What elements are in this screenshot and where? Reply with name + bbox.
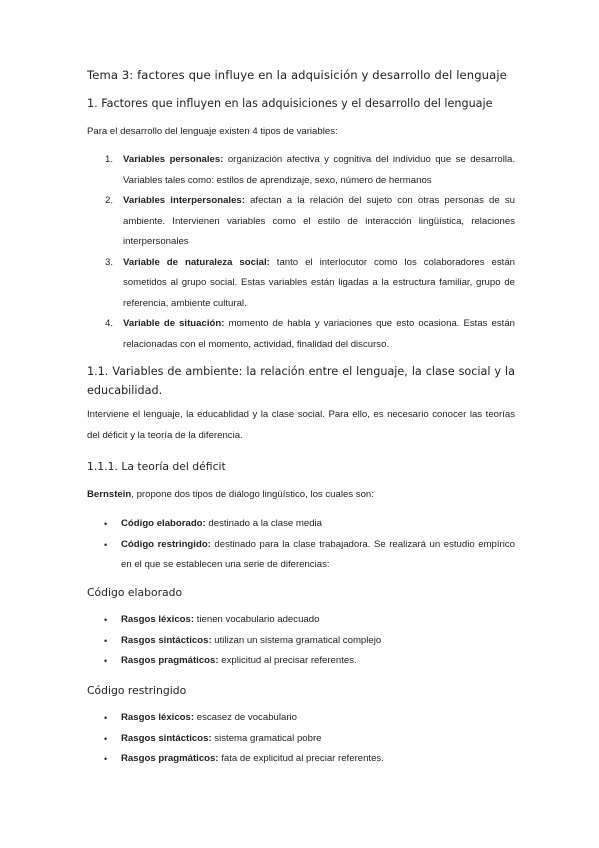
bullet-icon: •	[104, 754, 108, 764]
list-text: momento de habla y variaciones que esto ocasiona. Estas están relacionadas con el momento, actividad, finalidad del discurso.	[123, 318, 515, 350]
bernstein-intro	[87, 485, 515, 506]
list-term: Código elaborado:	[121, 518, 206, 529]
section-1-heading: 1. Factores que influyen en las adquisiciones y el desarrollo del lenguaje	[87, 97, 493, 110]
codigo-elaborado-heading: Código elaborado	[87, 586, 183, 599]
section-1-1-heading: 1.1. Variables de ambiente: la relación entre el lenguaje, la clase social y la educabilidad.	[87, 365, 515, 397]
list-number: 3.	[105, 256, 114, 268]
bullet-icon: •	[104, 539, 108, 550]
code-types-list	[87, 514, 515, 576]
list-number: 1.	[105, 154, 114, 165]
list-text: organización afectiva y cognitiva del individuo que se desarrolla. Variables tales como: estilos de aprendizaje, sexo, número de hermanos	[123, 154, 516, 186]
list-term: Variable de situación:	[123, 318, 225, 329]
list-item	[87, 708, 515, 729]
document-title: Tema 3: factores que influye en la adquisición y desarrollo del lenguaje	[87, 68, 507, 82]
list-text: tanto el interlocutor como los colaboradores están sometidos al grupo social. Estas variables están ligadas a la estructura familiar, grupo de referencia, ambiente cultural.	[123, 256, 515, 309]
list-text: sistema gramatical pobre	[211, 732, 322, 744]
list-number: 4.	[105, 318, 114, 329]
list-text: tienen vocabulario adecuado	[194, 614, 320, 625]
bullet-icon: •	[104, 713, 108, 723]
section-1-1-1-heading: 1.1.1. La teoría del déficit	[87, 460, 226, 473]
section-1-intro: Para el desarrollo del lenguaje existen 4 tipos de variables:	[87, 126, 338, 137]
codigo-restringido-heading: Código restringido	[87, 684, 187, 697]
list-item	[87, 729, 515, 750]
bullet-icon: •	[104, 635, 108, 646]
list-term: Rasgos sintácticos:	[121, 732, 212, 744]
list-item	[87, 610, 515, 631]
list-item	[87, 749, 515, 770]
list-term: Rasgos sintácticos:	[121, 634, 212, 646]
list-item	[87, 253, 515, 315]
list-text: afectan a la relación del sujeto con otras personas de su ambiente. Intervienen variables como el estilo de interacción lingüística, relaciones interpersonales	[123, 195, 515, 247]
list-item	[87, 631, 515, 652]
list-item	[87, 535, 515, 576]
list-text: escasez de vocabulario	[194, 712, 297, 723]
list-term: Rasgos pragmáticos:	[121, 753, 219, 764]
list-term: Variable de naturaleza social:	[123, 256, 270, 268]
bullet-icon: •	[104, 519, 108, 529]
list-term: Rasgos léxicos:	[121, 712, 195, 723]
list-number: 2.	[105, 195, 114, 206]
list-item	[87, 651, 515, 672]
section-1-1-paragraph: Interviene el lenguaje, la educablidad y la clase social. Para ello, es necesario conocer las teorías del déficit y la teoría de la diferencia.	[87, 409, 515, 441]
list-text: fata de explicitud al preciar referentes.	[218, 753, 384, 764]
bullet-icon: •	[104, 615, 108, 625]
author-name: Bernstein	[87, 489, 132, 500]
intro-text: , propone dos tipos de diálogo lingüístico, los cuales son:	[131, 489, 374, 500]
list-text: destinado para la clase trabajadora. Se realizará un estudio empírico en el que se establecen una serie de diferencias:	[121, 538, 516, 570]
list-term: Rasgos pragmáticos:	[121, 655, 219, 666]
list-item	[87, 191, 515, 253]
list-item	[87, 514, 515, 535]
list-term: Rasgos léxicos:	[121, 614, 195, 625]
list-item	[87, 314, 515, 355]
list-term: Código restringido:	[121, 538, 211, 550]
list-text: utilizan un sistema gramatical complejo	[211, 634, 382, 646]
list-text: destinado a la clase media	[205, 518, 323, 529]
bullet-icon: •	[104, 656, 108, 666]
list-text: explicitud al precisar referentes.	[218, 655, 357, 666]
elaborado-features-list	[87, 610, 515, 672]
restringido-features-list	[87, 708, 515, 770]
variables-list	[87, 150, 515, 355]
list-term: Variables interpersonales:	[123, 195, 245, 206]
list-term: Variables personales:	[123, 154, 224, 165]
list-item	[87, 150, 515, 191]
bullet-icon: •	[104, 733, 108, 744]
